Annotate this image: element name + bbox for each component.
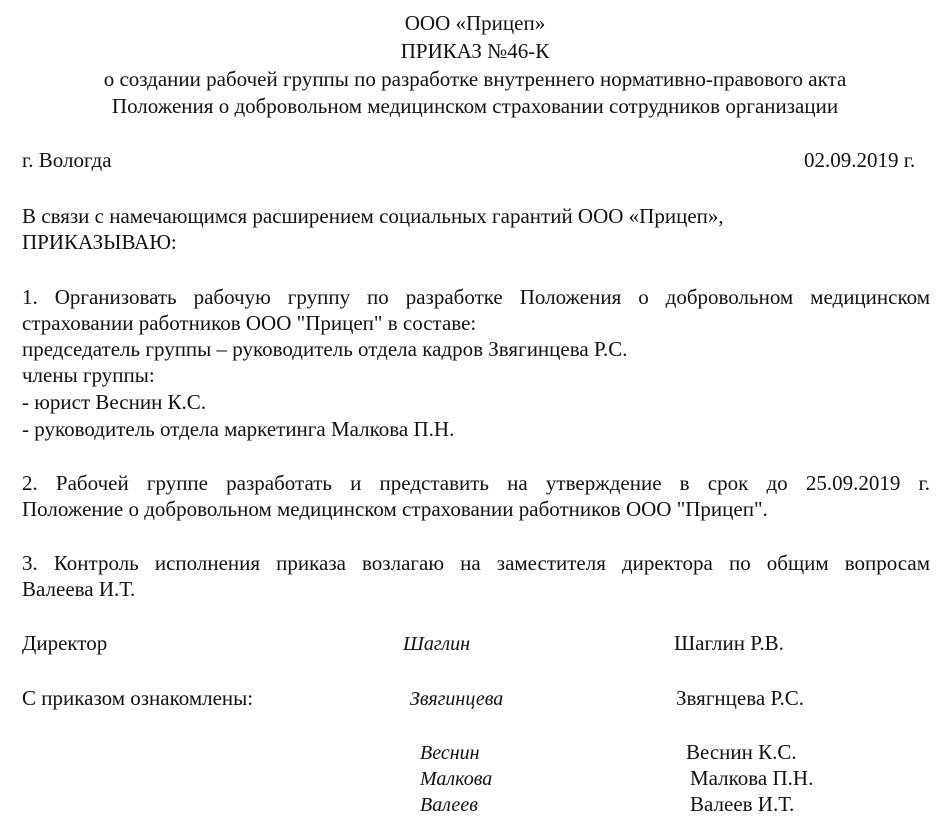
acknowledged-name: Звягнцева Р.С. — [676, 686, 804, 710]
acknowledged-name: Валеев И.Т. — [690, 792, 795, 816]
order-subject-line-1: о создании рабочей группы по разработке внутреннего нормативно-правового акта — [103, 67, 847, 91]
order-place: г. Вологда — [22, 148, 112, 172]
preamble-directive: ПРИКАЗЫВАЮ: — [22, 230, 177, 254]
director-label: Директор — [22, 631, 108, 655]
preamble-line-1: В связи с намечающимся расширением социальных гарантий ООО «Прицеп», — [22, 204, 724, 228]
director-name: Шаглин Р.В. — [674, 631, 784, 655]
item2-line-1: 2. Рабочей группе разработать и представить на утверждение в срок до 25.09.2019 г. — [22, 471, 930, 495]
item1-line-2: страховании работников ООО "Прицеп" в составе: — [22, 311, 477, 335]
acknowledged-signature: Веснин — [420, 742, 480, 764]
acknowledged-label: С приказом ознакомлены: — [22, 686, 254, 710]
item1-chairman: председатель группы – руководитель отдела кадров Звягинцева Р.С. — [22, 337, 628, 361]
organization-name: ООО «Прицеп» — [404, 11, 546, 35]
item1-member-lawyer: - юрист Веснин К.С. — [22, 390, 207, 414]
order-date: 02.09.2019 г. — [804, 148, 916, 172]
item2-line-2: Положение о добровольном медицинском страховании работников ООО "Прицеп". — [22, 497, 768, 521]
order-subject-line-2: Положения о добровольном медицинском страховании сотрудников организации — [111, 94, 839, 118]
acknowledged-signature: Малкова — [420, 768, 493, 790]
acknowledged-signature: Звягинцева — [410, 688, 504, 710]
item3-line-1: 3. Контроль исполнения приказа возлагаю на заместителя директора по общим вопросам — [22, 551, 930, 575]
item1-members-label: члены группы: — [22, 363, 155, 387]
item1-member-marketing: - руководитель отдела маркетинга Малкова П.Н. — [22, 417, 455, 441]
acknowledged-signature: Валеев — [420, 794, 478, 816]
item3-line-2: Валеева И.Т. — [22, 577, 136, 601]
acknowledged-name: Веснин К.С. — [686, 740, 797, 764]
order-number: ПРИКАЗ №46-К — [400, 39, 550, 63]
item1-line-1: 1. Организовать рабочую группу по разработке Положения о добровольном медицинском — [22, 285, 930, 309]
acknowledged-name: Малкова П.Н. — [690, 766, 814, 790]
director-signature: Шаглин — [403, 633, 471, 655]
